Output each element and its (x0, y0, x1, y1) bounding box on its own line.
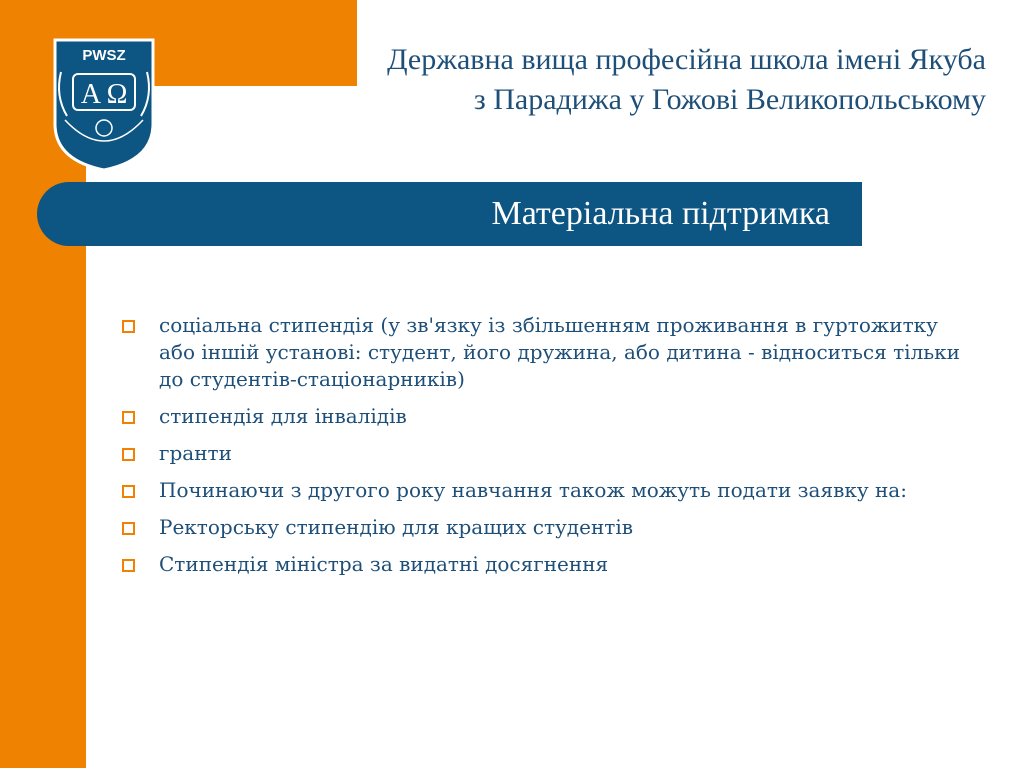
bullet-marker-icon (122, 559, 135, 572)
slide-title: Матеріальна підтримка (491, 195, 830, 232)
list-item (120, 403, 960, 430)
list-item (120, 477, 960, 504)
bullet-marker-icon (122, 448, 135, 461)
header-title-line1: Державна вища професійна школа імені Якуба (387, 43, 986, 76)
bullet-marker-icon (122, 485, 135, 498)
bullet-text: соціальна стипендія (у зв'язку із збільшенням проживання в гуртожитку або іншій установі: студент, його дружина, або дитина - відноситься тільки до студентів-стаціонарників) (159, 313, 960, 391)
list-item (120, 312, 960, 393)
logo-abbreviation: PWSZ (82, 47, 126, 64)
list-item (120, 551, 960, 578)
university-crest-icon (51, 36, 157, 174)
bullet-text: Ректорську стипендію для кращих студентів (159, 515, 634, 539)
bullet-marker-icon (122, 320, 135, 333)
bullet-text: гранти (159, 441, 232, 465)
bullet-list (120, 312, 960, 588)
header-title-line2: з Парадижа у Гожові Великопольському (473, 83, 986, 116)
logo-alpha: A (80, 79, 102, 110)
header-title (226, 40, 986, 120)
bullet-text: Стипендія міністра за видатні досягнення (159, 552, 609, 576)
logo-omega: Ω (106, 79, 128, 110)
list-item (120, 514, 960, 541)
bullet-text: стипендія для інвалідів (159, 404, 407, 428)
bullet-marker-icon (122, 522, 135, 535)
bullet-marker-icon (122, 411, 135, 424)
list-item (120, 440, 960, 467)
slide-title-band (37, 182, 862, 246)
bullet-text: Починаючи з другого року навчання також можуть подати заявку на: (159, 478, 907, 502)
